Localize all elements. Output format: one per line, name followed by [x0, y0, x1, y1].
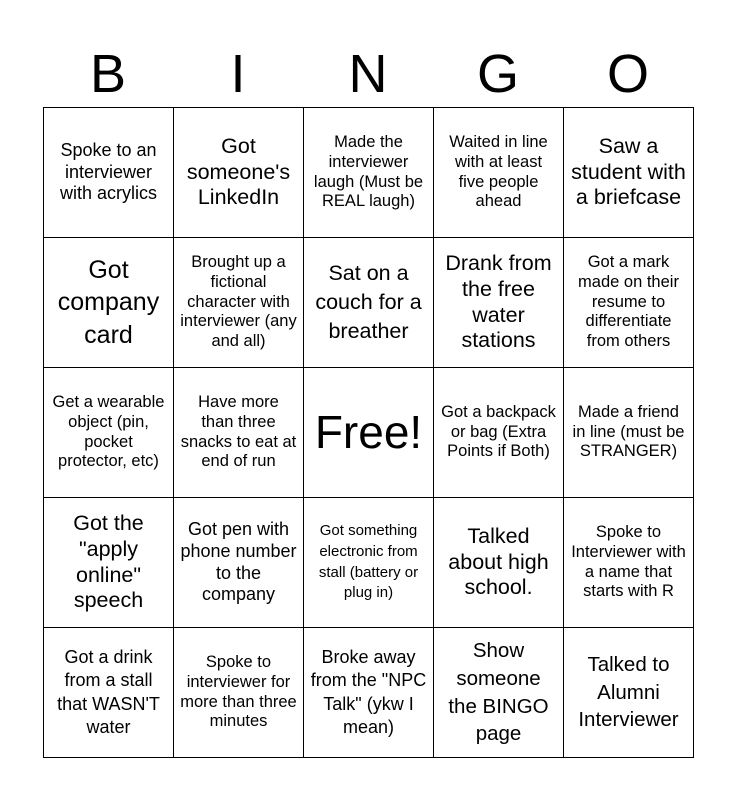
bingo-cell-text: Got a backpack or bag (Extra Points if Both): [441, 402, 556, 461]
bingo-cell-r3-c2[interactable]: [304, 498, 434, 628]
bingo-cell-text: Talked to Alumni Interviewer: [578, 652, 679, 732]
bingo-cell-r2-c0[interactable]: [44, 368, 174, 498]
bingo-cell-r4-c3[interactable]: [434, 628, 564, 758]
bingo-cell-text: Broke away from the "NPC Talk" (ykw I mean): [310, 646, 427, 737]
bingo-cell-r0-c0[interactable]: [44, 108, 174, 238]
bingo-cell-text: Spoke to Interviewer with a name that starts with R: [571, 522, 686, 601]
bingo-cell-text: Talked about high school.: [448, 523, 549, 600]
bingo-cell-text: Show someone the BINGO page: [448, 639, 549, 746]
header-letter-b: B: [89, 44, 127, 104]
bingo-cell-text: Made a friend in line (must be STRANGER): [572, 402, 685, 461]
bingo-cell-r2-c3[interactable]: [434, 368, 564, 498]
bingo-cell-r4-c4[interactable]: [564, 628, 694, 758]
bingo-cell-text: Got something electronic from stall (battery or plug in): [318, 522, 419, 602]
bingo-cell-text: Spoke to interviewer for more than three minutes: [180, 652, 297, 731]
bingo-cell-text: Made the interviewer laugh (Must be REAL laugh): [313, 132, 424, 211]
bingo-cell-r0-c1[interactable]: [174, 108, 304, 238]
bingo-cell-r3-c3[interactable]: [434, 498, 564, 628]
bingo-cell-r4-c2[interactable]: [304, 628, 434, 758]
bingo-cell-r0-c4[interactable]: [564, 108, 694, 238]
bingo-cell-r0-c3[interactable]: [434, 108, 564, 238]
bingo-cell-r1-c3[interactable]: [434, 238, 564, 368]
bingo-cell-text: Spoke to an interviewer with acrylics: [59, 140, 157, 204]
bingo-grid: [43, 107, 694, 758]
bingo-cell-r0-c2[interactable]: [304, 108, 434, 238]
bingo-cell-text: Get a wearable object (pin, pocket protector, etc): [52, 392, 165, 471]
bingo-cell-text: Have more than three snacks to eat at end of run: [180, 392, 297, 471]
bingo-cell-r3-c1[interactable]: [174, 498, 304, 628]
bingo-cell-r4-c0[interactable]: [44, 628, 174, 758]
bingo-cell-r1-c0[interactable]: [44, 238, 174, 368]
header-letter-g: G: [476, 44, 519, 104]
bingo-cell-r1-c4[interactable]: [564, 238, 694, 368]
bingo-cell-text: Got the "apply online" speech: [73, 510, 144, 613]
bingo-cell-text: Drank from the free water stations: [445, 250, 552, 353]
bingo-cell-r2-c4[interactable]: [564, 368, 694, 498]
bingo-cell-r1-c1[interactable]: [174, 238, 304, 368]
bingo-header: [43, 40, 693, 108]
header-letter-n: N: [348, 44, 388, 104]
bingo-cell-text: Brought up a fictional character with interviewer (any and all): [180, 253, 297, 351]
header-letter-o: O: [606, 44, 649, 104]
bingo-cell-text: Waited in line with at least five people ahead: [449, 132, 548, 211]
bingo-cell-r3-c0[interactable]: [44, 498, 174, 628]
bingo-cell-r2-c1[interactable]: [174, 368, 304, 498]
bingo-cell-text: Got a mark made on their resume to differentiate from others: [578, 253, 679, 351]
bingo-cell-free[interactable]: [304, 368, 434, 498]
bingo-cell-text: Saw a student with a briefcase: [571, 133, 686, 210]
bingo-cell-text: Got company card: [57, 255, 160, 349]
bingo-cell-r3-c4[interactable]: [564, 498, 694, 628]
bingo-cell-r4-c1[interactable]: [174, 628, 304, 758]
bingo-cell-r1-c2[interactable]: [304, 238, 434, 368]
bingo-cell-text: Sat on a couch for a breather: [315, 260, 422, 343]
header-letter-i: I: [230, 44, 246, 104]
bingo-cell-text: Got pen with phone number to the company: [180, 519, 297, 605]
free-space-text: Free!: [314, 405, 423, 458]
bingo-cell-text: Got a drink from a stall that WASN'T water: [57, 646, 160, 737]
bingo-cell-text: Got someone's LinkedIn: [186, 133, 291, 210]
